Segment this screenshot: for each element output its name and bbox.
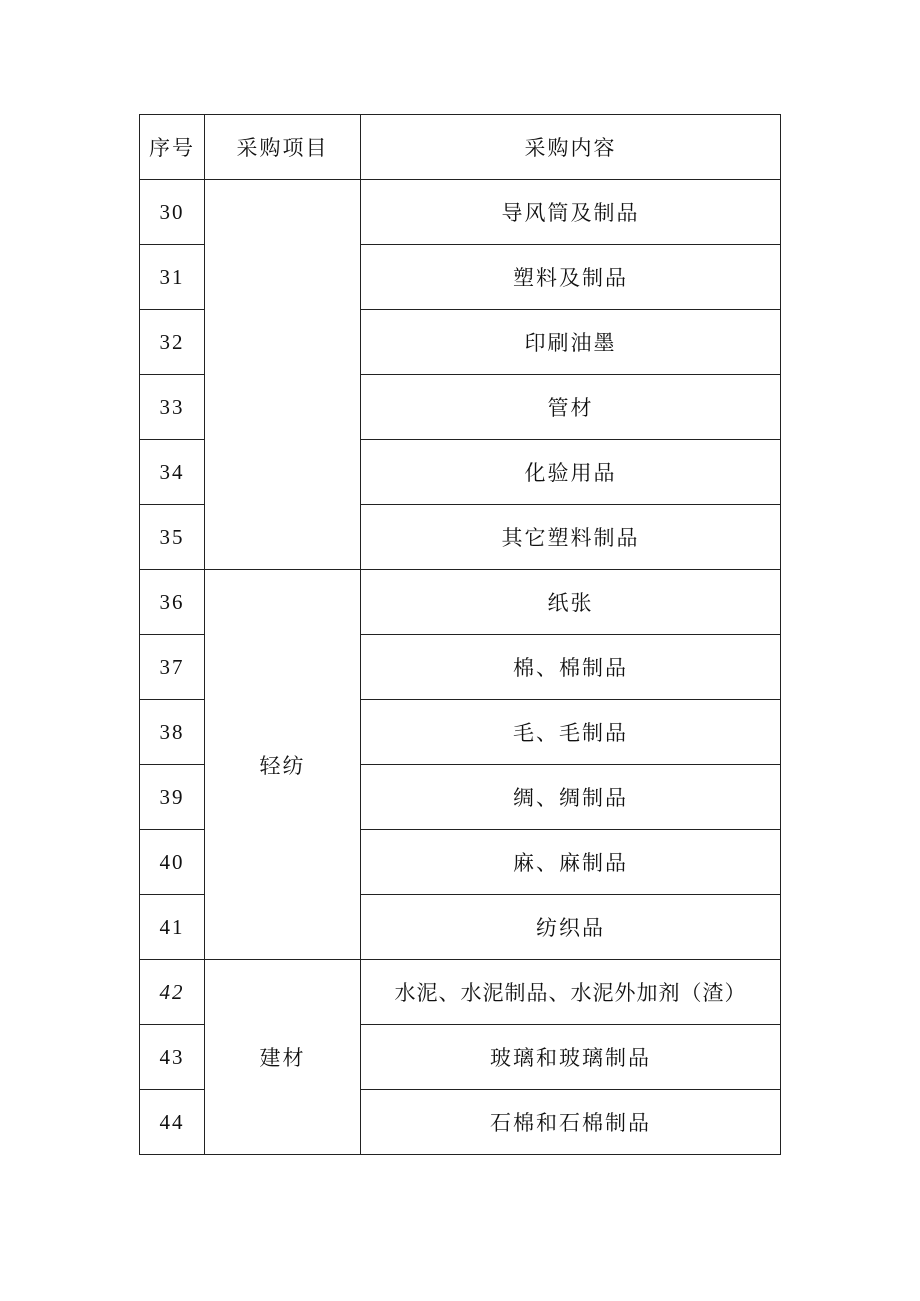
table-row [140,180,781,245]
row-content: 塑料及制品 [361,245,781,310]
row-content: 其它塑料制品 [361,505,781,570]
row-seq: 31 [140,245,205,310]
row-content: 导风筒及制品 [361,180,781,245]
header-item: 采购项目 [205,115,361,180]
row-seq: 33 [140,375,205,440]
row-seq: 41 [140,895,205,960]
row-seq: 38 [140,700,205,765]
row-content: 纸张 [361,570,781,635]
procurement-table [139,114,781,1155]
header-row [140,115,781,180]
row-seq: 30 [140,180,205,245]
row-content: 毛、毛制品 [361,700,781,765]
row-content: 纺织品 [361,895,781,960]
row-seq: 42 [140,960,205,1025]
header-seq: 序号 [140,115,205,180]
row-seq: 44 [140,1090,205,1155]
row-seq: 32 [140,310,205,375]
header-content: 采购内容 [361,115,781,180]
row-content: 绸、绸制品 [361,765,781,830]
row-seq: 35 [140,505,205,570]
row-seq: 39 [140,765,205,830]
row-content: 水泥、水泥制品、水泥外加剂（渣） [361,960,781,1025]
row-content: 印刷油墨 [361,310,781,375]
table-row [140,960,781,1025]
row-content: 麻、麻制品 [361,830,781,895]
row-seq: 40 [140,830,205,895]
row-seq: 36 [140,570,205,635]
row-seq: 34 [140,440,205,505]
row-content: 玻璃和玻璃制品 [361,1025,781,1090]
group-item: 轻纺 [205,570,361,960]
row-seq: 37 [140,635,205,700]
group-item [205,180,361,570]
group-item: 建材 [205,960,361,1155]
row-content: 石棉和石棉制品 [361,1090,781,1155]
row-content: 棉、棉制品 [361,635,781,700]
row-content: 化验用品 [361,440,781,505]
row-content: 管材 [361,375,781,440]
row-seq: 43 [140,1025,205,1090]
table-row [140,570,781,635]
